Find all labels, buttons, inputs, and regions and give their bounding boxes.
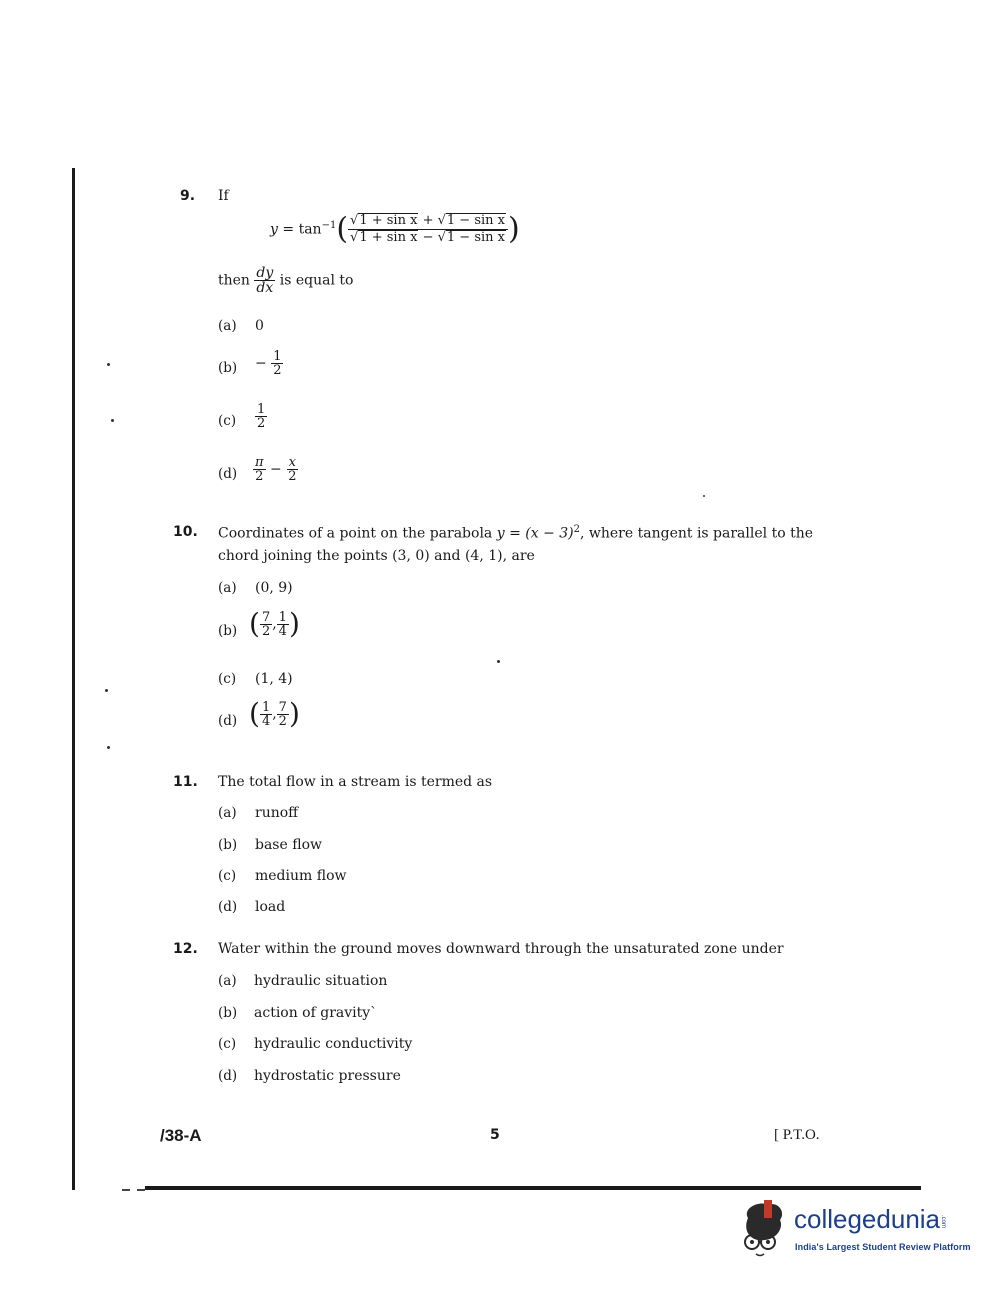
logo-tagline: India's Largest Student Review Platform <box>795 1242 971 1252</box>
eq-num-op: + <box>422 213 434 228</box>
eq-paren-right: ) <box>508 211 520 247</box>
option-text: runoff <box>255 805 299 821</box>
paper-code: /38-A <box>160 1126 202 1145</box>
frac-num: 1 <box>257 402 266 417</box>
then-word: then <box>218 272 250 289</box>
option-text: base flow <box>255 837 322 853</box>
option-text: (1, 4) <box>255 671 293 687</box>
option-label: (c) <box>218 1036 237 1052</box>
question-text: The total flow in a stream is termed as <box>218 774 493 790</box>
dydx-num: dy <box>256 265 274 281</box>
question-text-line1 <box>218 524 813 542</box>
option-text: hydrostatic pressure <box>254 1068 401 1084</box>
option-label: (b) <box>218 623 238 639</box>
option-c-fraction <box>255 403 267 430</box>
option-b-fraction <box>255 350 283 377</box>
question-text: Water within the ground moves downward through the unsaturated zone under <box>218 941 784 957</box>
frac-den: 4 <box>278 623 287 639</box>
scan-speck <box>111 419 114 422</box>
option-label: (c) <box>218 413 237 429</box>
bottom-dash <box>137 1189 145 1191</box>
frac-num: 1 <box>278 609 287 625</box>
bottom-rule <box>145 1186 921 1190</box>
option-text: hydraulic situation <box>254 973 388 989</box>
scan-speck <box>105 689 108 692</box>
logo-suffix: .com <box>940 1214 947 1228</box>
dydx-fraction <box>254 266 275 295</box>
frac-den: 4 <box>261 713 271 729</box>
option-label: (b) <box>218 1005 238 1021</box>
minus-sign: − <box>255 355 267 372</box>
scan-speck <box>703 495 705 497</box>
is-equal-text: is equal to <box>279 272 354 289</box>
option-label: (a) <box>218 973 237 989</box>
option-text: 0 <box>255 318 264 334</box>
scan-speck <box>497 660 500 663</box>
question-number: 10. <box>173 524 198 540</box>
parabola-eq: y = (x − 3) <box>496 525 574 542</box>
option-text: load <box>255 899 286 915</box>
eq-paren-left: ( <box>336 211 349 247</box>
frac-num: 1 <box>261 699 271 715</box>
option-label: (d) <box>218 1068 238 1084</box>
eq-num-term2: 1 − sin x <box>446 213 505 228</box>
option-label: (a) <box>218 580 237 596</box>
mascot-icon <box>734 1196 792 1258</box>
eq-fraction: $\frac{\text{√1 + sin x + √1 − sin x}}{\text{√1 + sin x − √1 − sin x}}$ <box>348 213 508 246</box>
option-label: (b) <box>218 360 238 376</box>
minus-sign: − <box>270 461 282 478</box>
option-label: (d) <box>218 713 238 729</box>
option-d-fraction <box>253 456 298 483</box>
eq-den-term2: 1 − sin x <box>446 229 505 245</box>
text-part: Coordinates of a point on the parabola <box>218 525 493 542</box>
frac-den: 2 <box>288 469 297 484</box>
eq-equals: = <box>282 221 295 238</box>
option-text: hydraulic conductivity <box>254 1036 413 1052</box>
text-part: , where tangent is parallel to the <box>580 525 814 542</box>
question-number: 11. <box>173 774 198 790</box>
eq-num-term1: 1 + sin x <box>359 213 418 228</box>
option-label: (b) <box>218 837 238 853</box>
option-b-point: ( $\frac{7}{2}$ , $\frac{1}{4}$ ) <box>249 607 300 640</box>
pto-marker: [ P.T.O. <box>774 1127 820 1143</box>
frac-num: 7 <box>261 609 271 625</box>
scan-speck <box>107 363 110 366</box>
option-label: (a) <box>218 318 237 334</box>
frac-num: 7 <box>278 699 287 715</box>
page-number: 5 <box>490 1127 500 1143</box>
question-number: 12. <box>173 941 198 957</box>
frac-den: 2 <box>278 713 287 729</box>
parabola-exp: 2 <box>573 524 580 535</box>
eq-lhs: y <box>270 221 278 238</box>
option-label: (d) <box>218 899 238 915</box>
option-text: (0, 9) <box>255 580 293 596</box>
option-label: (c) <box>218 671 237 687</box>
left-margin-rule <box>72 168 75 1190</box>
frac-den: 2 <box>261 623 271 639</box>
eq-den-term1: 1 + sin x <box>359 229 418 245</box>
eq-den-op: − <box>422 229 434 245</box>
frac-num: π <box>255 455 264 470</box>
equation <box>270 213 520 246</box>
frac-den: 2 <box>255 469 264 484</box>
option-text: action of gravity` <box>254 1005 378 1021</box>
question-then-line <box>218 266 353 295</box>
logo-wordmark: collegedunia <box>794 1204 941 1234</box>
scan-speck <box>107 746 110 749</box>
option-text: medium flow <box>255 868 347 884</box>
option-label: (d) <box>218 466 238 482</box>
question-text: If <box>218 188 229 204</box>
question-number: 9. <box>180 188 196 204</box>
question-text-line2: chord joining the points (3, 0) and (4, 1), are <box>218 548 535 564</box>
frac-num: 1 <box>273 349 282 364</box>
eq-func: tan <box>298 221 322 238</box>
frac-num: x <box>288 455 296 470</box>
option-label: (a) <box>218 805 237 821</box>
dydx-den: dx <box>256 280 274 296</box>
frac-den: 2 <box>273 363 282 378</box>
option-d-point: ( $\frac{1}{4}$ , $\frac{7}{2}$ ) <box>249 697 300 730</box>
frac-den: 2 <box>257 416 266 431</box>
option-label: (c) <box>218 868 237 884</box>
bottom-dash <box>122 1189 130 1191</box>
eq-exp: −1 <box>321 219 337 231</box>
collegedunia-logo <box>734 1196 971 1260</box>
